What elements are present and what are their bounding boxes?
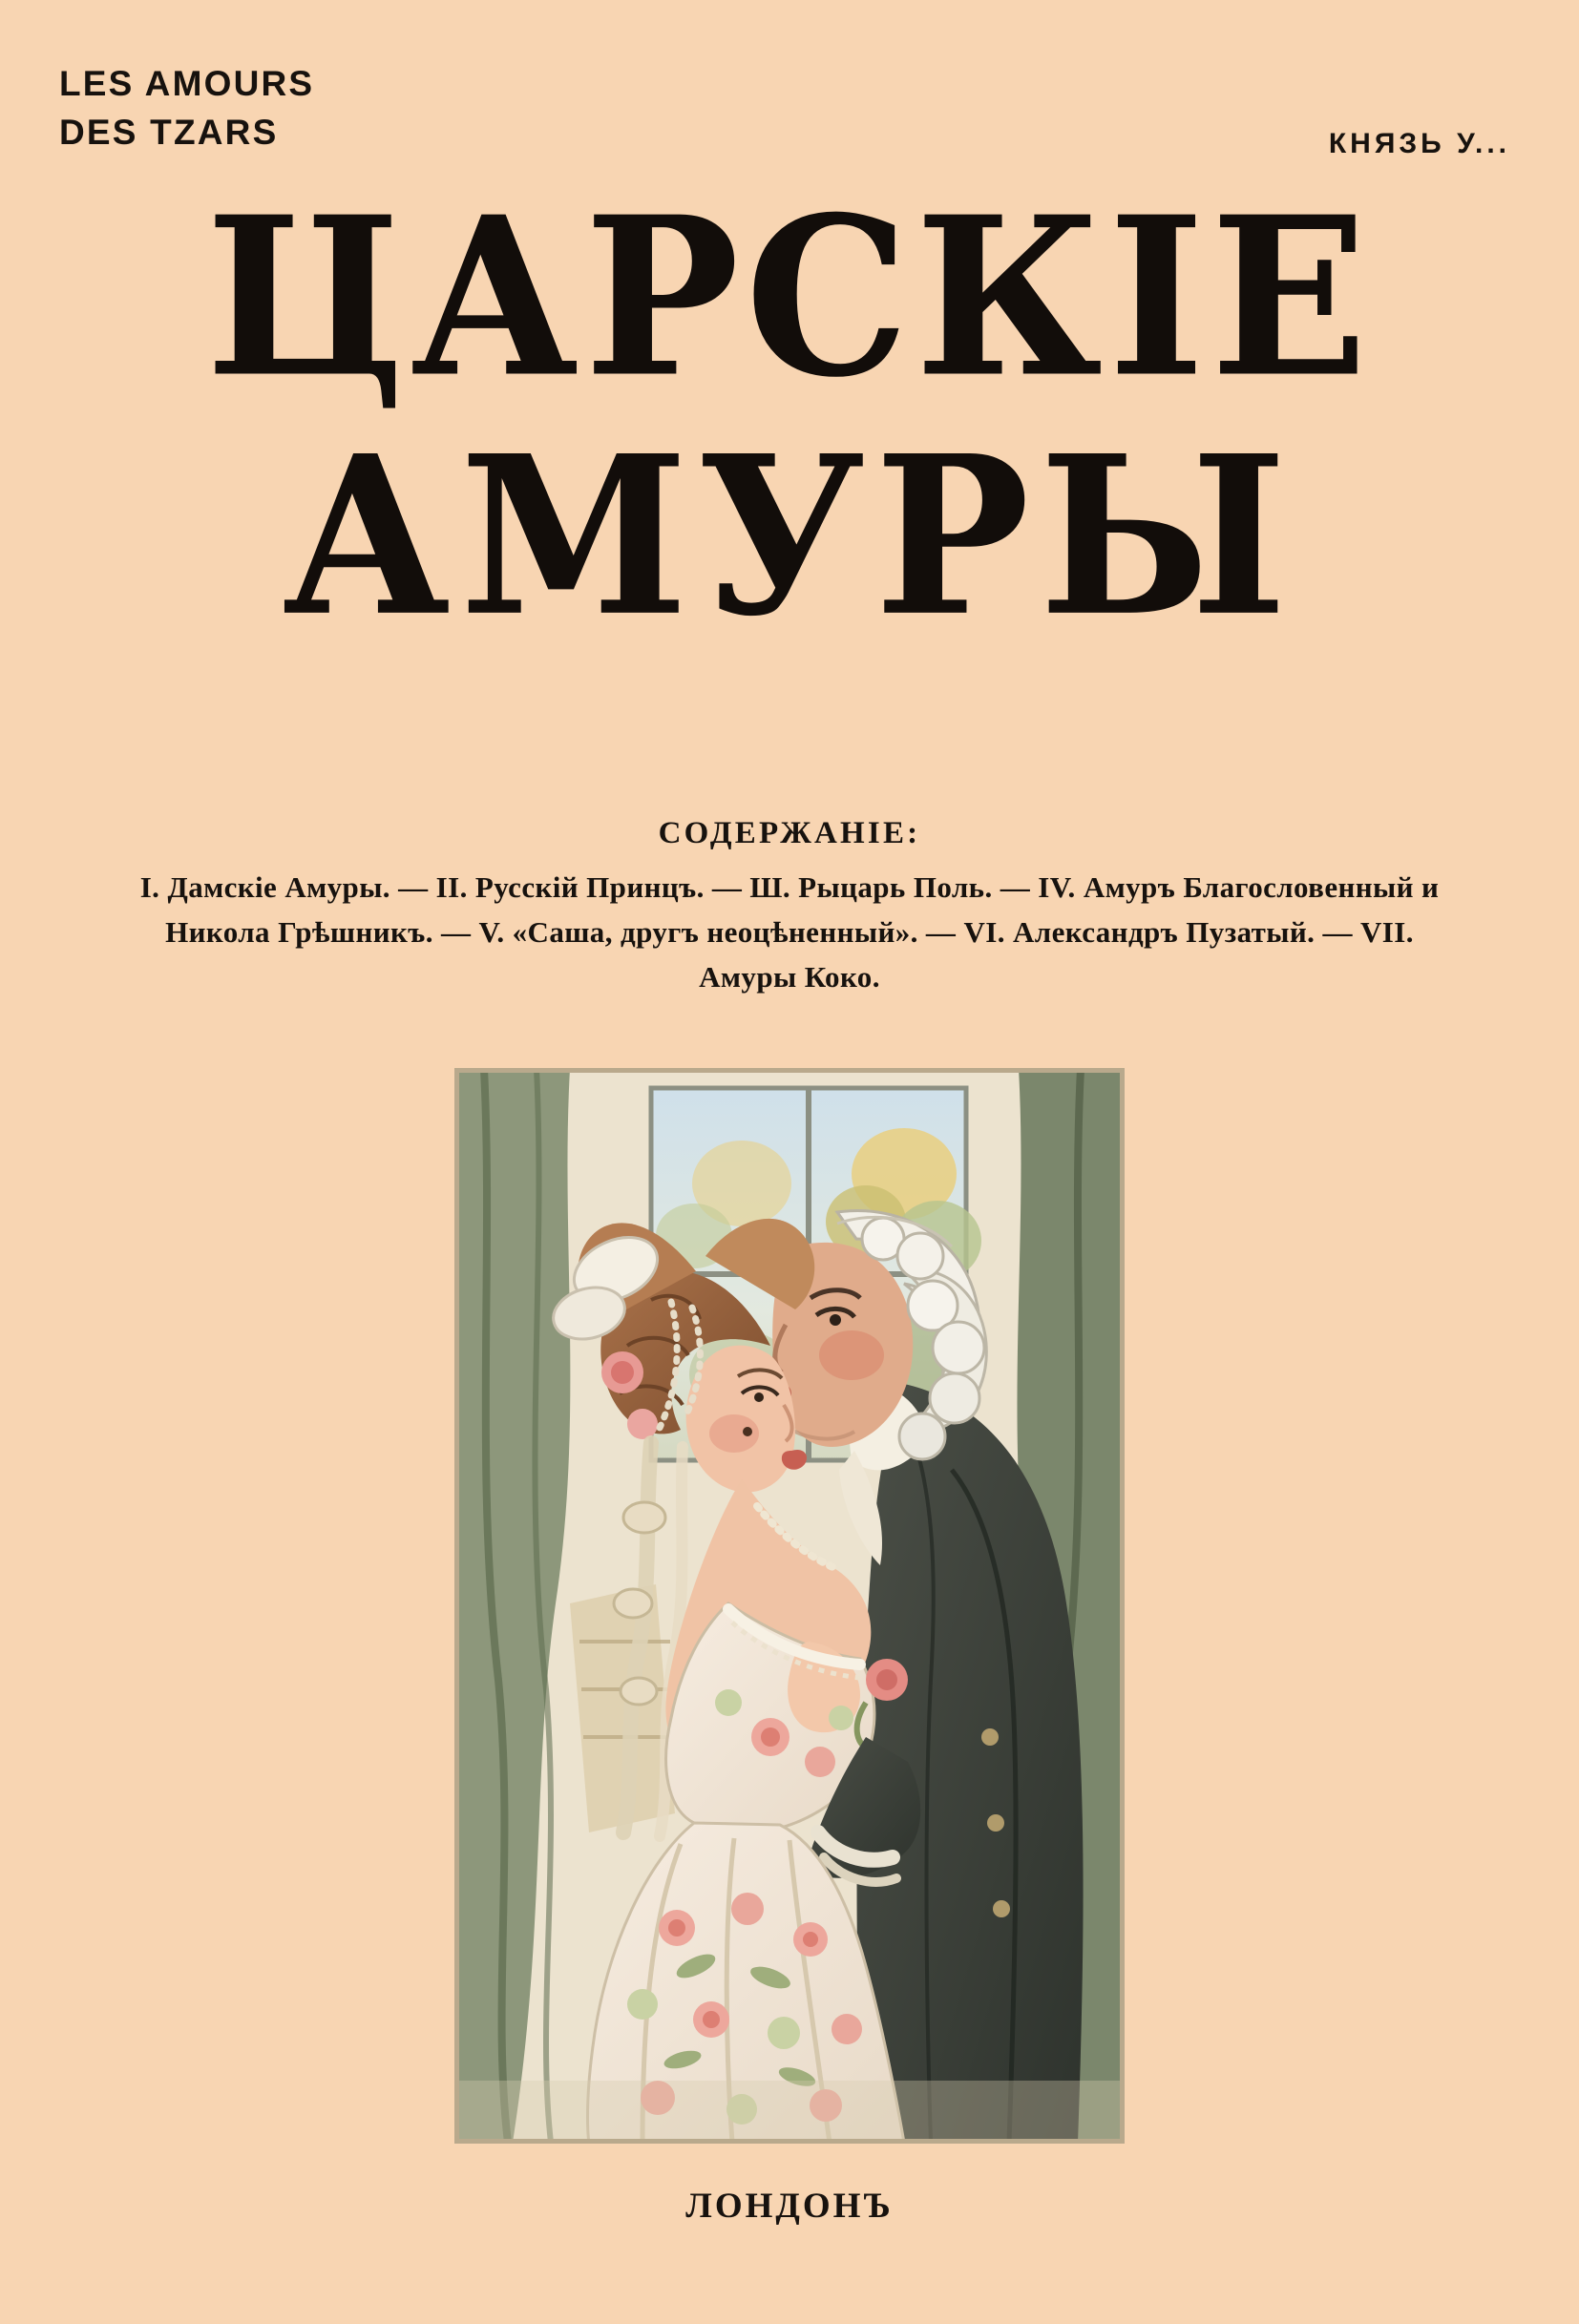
book-title: [0, 168, 1579, 664]
author-name: КНЯЗЬ У...: [1328, 128, 1510, 159]
title-line-2: АМУРЫ: [282, 407, 1297, 664]
cover-header: [0, 59, 1579, 183]
cover-illustration: [455, 1069, 1124, 2143]
table-of-contents: [115, 816, 1464, 999]
title-line-1: ЦАРСКІЕ: [205, 168, 1374, 426]
series-title-line-1: LES AMOURS: [59, 64, 315, 103]
series-title: [59, 59, 314, 157]
contents-list: I. Дамскіе Амуры. — II. Русскій Принцъ. — Ш. Рыцарь Поль. — IV. Амуръ Благословенный и Никола Грѣшникъ. — V. «Саша, другъ неоцѣненный». — VI. Александръ Пузатый. — VII. Амуры Коко.: [139, 870, 1440, 995]
contents-heading: СОДЕРЖАНIЕ:: [658, 816, 921, 850]
series-title-line-2: DES TZARS: [59, 113, 279, 153]
imprint-city: ЛОНДОНЪ: [685, 2187, 894, 2226]
